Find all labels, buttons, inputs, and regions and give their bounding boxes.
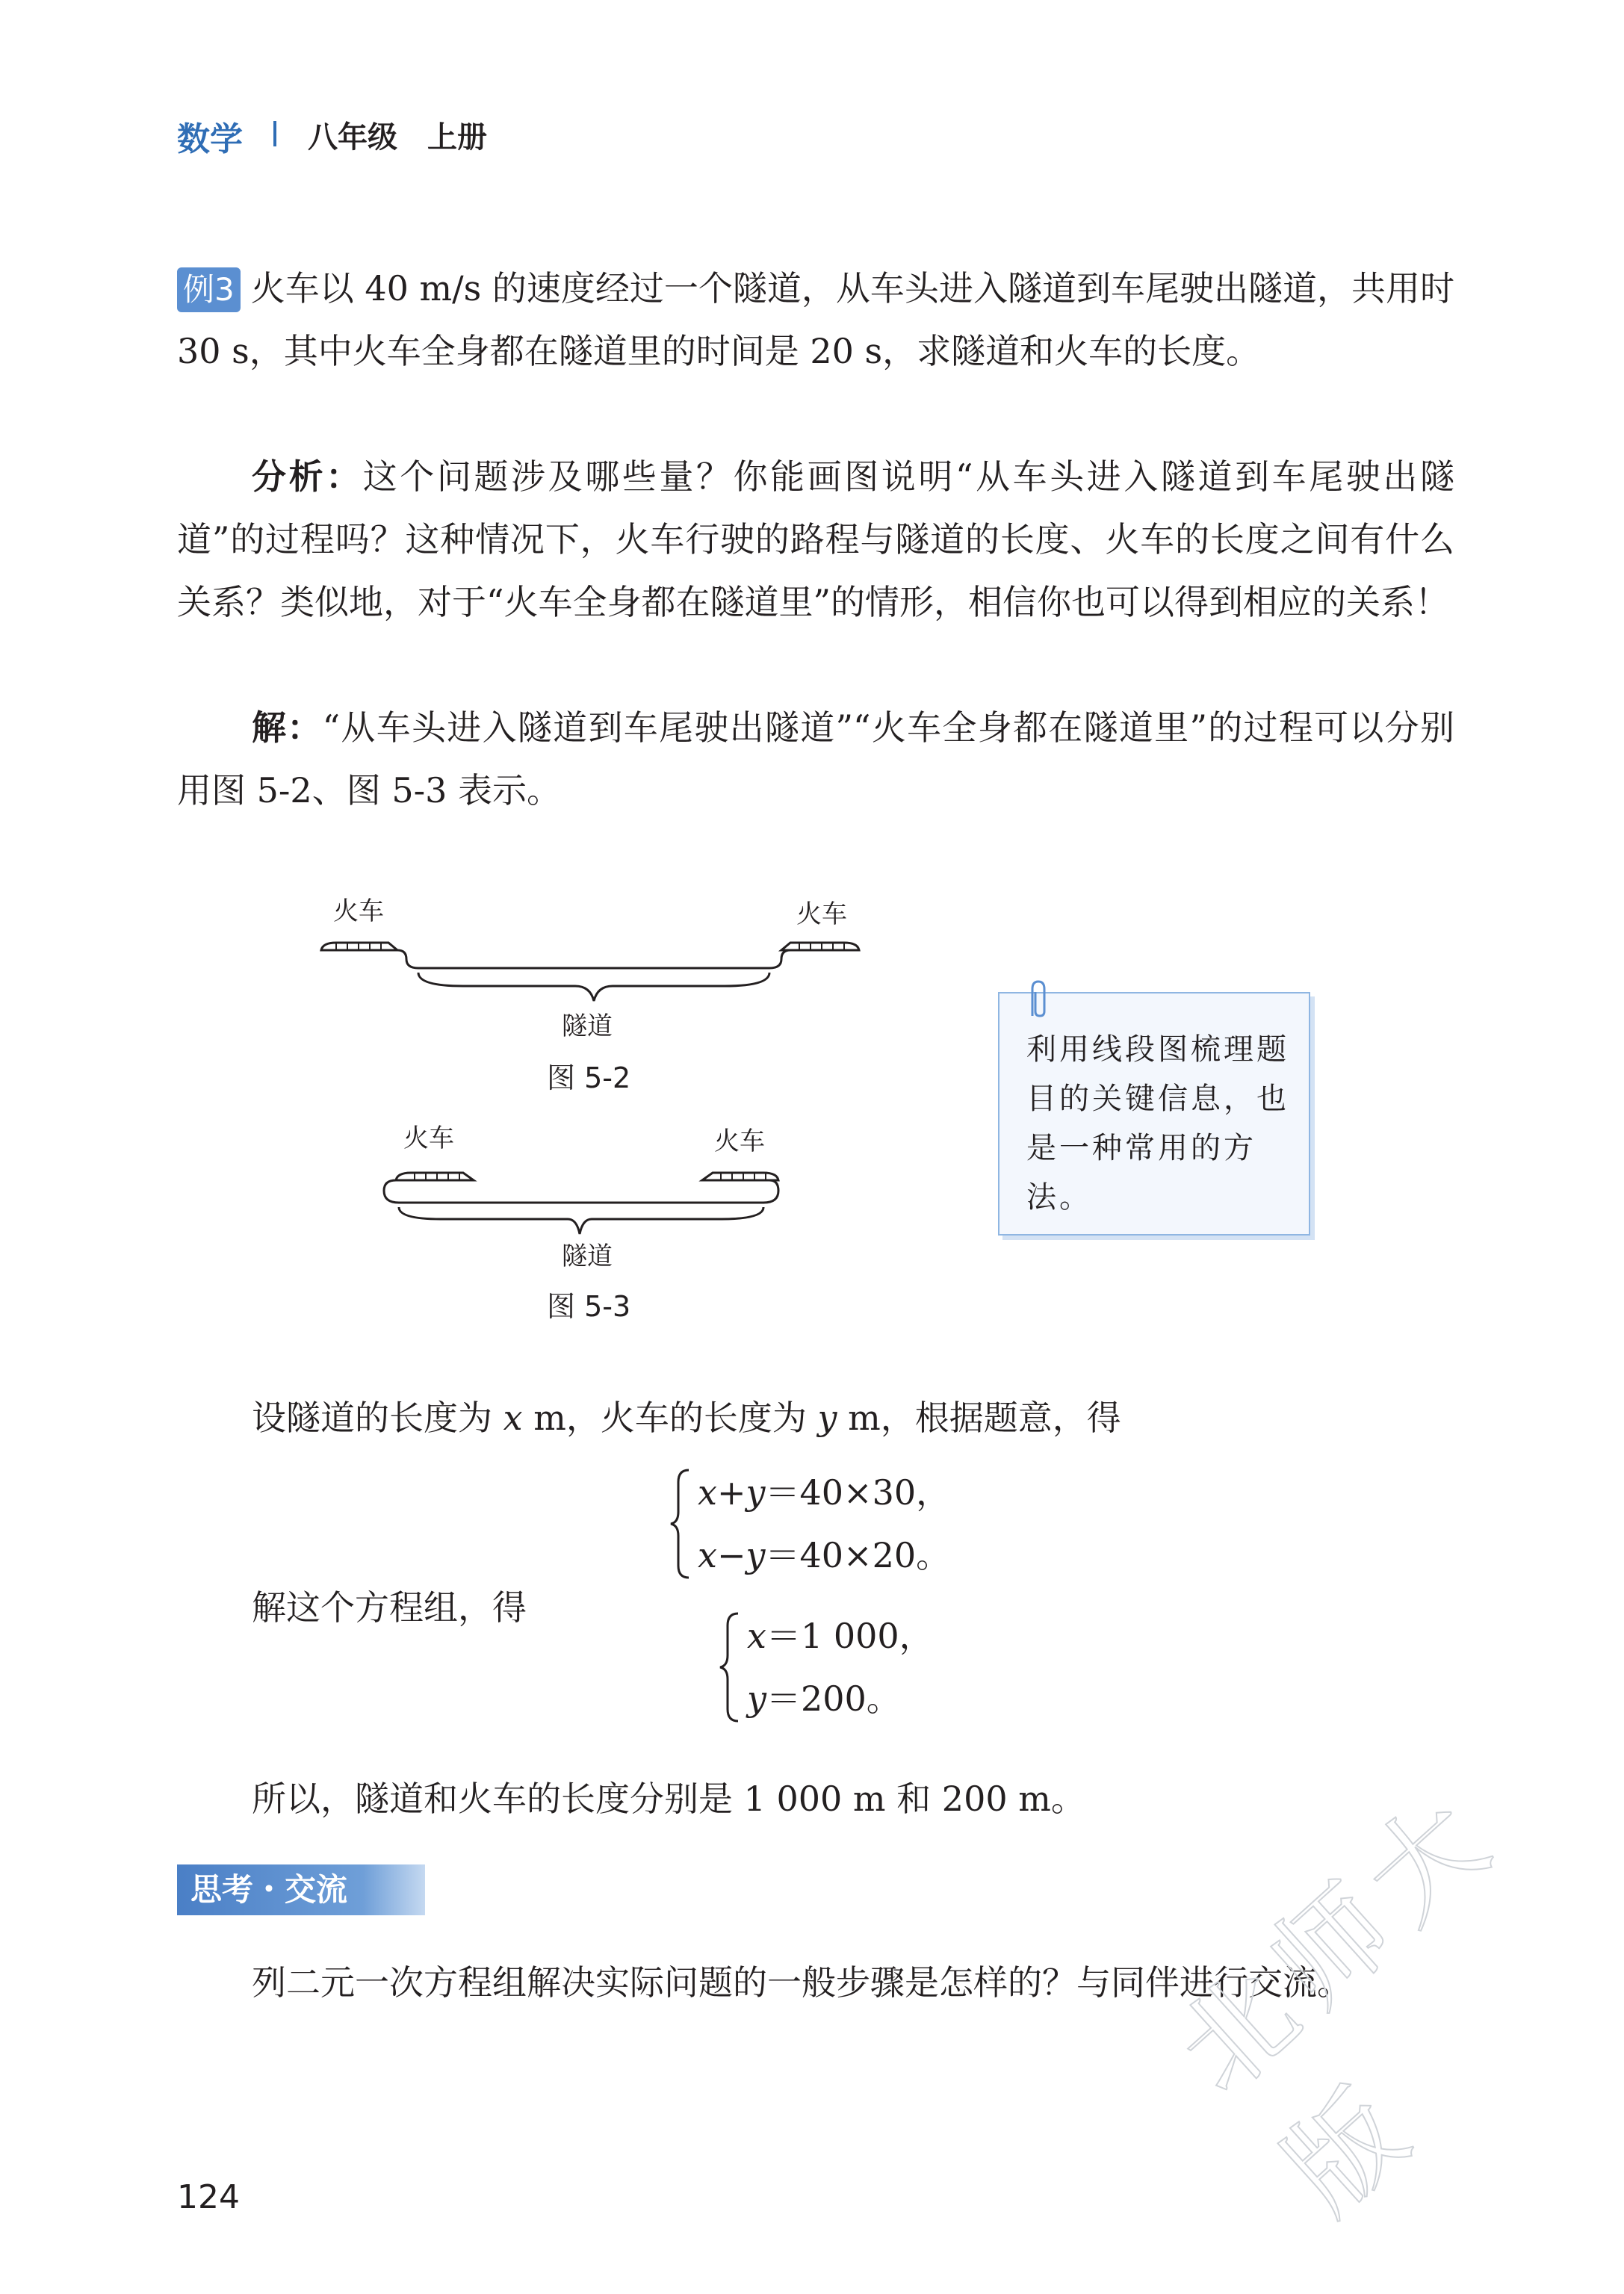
solve-text: 解这个方程组，得 [252, 1587, 527, 1628]
eq2-var-y: y [746, 1535, 766, 1575]
eq2-op: − [716, 1535, 746, 1575]
solution-paragraph [177, 696, 1454, 822]
eq1-var-y: y [746, 1472, 766, 1513]
eq1-var-x: x [698, 1472, 717, 1513]
setup-part-3: m，根据题意，得 [837, 1398, 1121, 1438]
example-paragraph [177, 257, 1454, 382]
subject-title: 数学 [177, 120, 243, 158]
setup-var-x: x [503, 1398, 523, 1438]
fig2-tunnel-line [384, 1180, 778, 1203]
setup-var-y: y [817, 1398, 837, 1438]
analysis-text: 这个问题涉及哪些量？你能画图说明“从车头进入隧道到车尾驶出隧道”的过程吗？这种情况下，火车行驶的路程与隧道的长度、火车的长度之间有什么关系？类似地，对于“火车全身都在隧道里”的情形，相信你也可以得到相应的关系！ [177, 456, 1454, 622]
eq1-op: + [716, 1472, 746, 1513]
fig2-caption: 图 5-3 [547, 1290, 631, 1323]
fig1-brace [418, 973, 769, 1001]
fig2-tunnel-label: 隧道 [562, 1241, 613, 1271]
figure-5-2-diagram [314, 926, 881, 1016]
solution-text: “从车头进入隧道到车尾驶出隧道”“火车全身都在隧道里”的过程可以分别用图 5-2、图 5-3 表示。 [177, 707, 1454, 810]
tip-note-box [998, 992, 1310, 1236]
header-divider [273, 121, 276, 146]
example-tag: 例3 [177, 267, 241, 312]
analysis-paragraph [177, 445, 1454, 633]
fig2-brace [399, 1207, 763, 1234]
setup-part-2: m，火车的长度为 [522, 1398, 818, 1438]
solution-label: 解： [252, 707, 323, 748]
conclusion-text: 所以，隧道和火车的长度分别是 1 000 m 和 200 m。 [252, 1779, 1085, 1819]
eq2-var-x: x [698, 1535, 717, 1575]
solution-var-y: y [747, 1678, 766, 1719]
solution-x-value: ＝1 000， [766, 1616, 934, 1656]
eq1-rhs: ＝40×30， [765, 1472, 951, 1513]
fig2-train-left [396, 1173, 474, 1180]
fig1-caption: 图 5-2 [547, 1061, 631, 1094]
think-banner-label: 思考・交流 [190, 1871, 348, 1908]
paperclip-icon [1025, 979, 1052, 1023]
grade-volume: 八年级 上册 [308, 120, 487, 155]
solution-y-value: ＝200。 [766, 1678, 901, 1719]
system2-equation-2 [747, 1667, 901, 1730]
fig1-tunnel-label: 隧道 [562, 1011, 613, 1041]
figure-5-3-diagram [381, 1150, 799, 1247]
fig1-train-right-label: 火车 [796, 899, 847, 929]
fig2-train-right [702, 1173, 778, 1180]
fig2-train-right-label: 火车 [714, 1126, 765, 1156]
system1-equation-2 [698, 1524, 950, 1587]
solution-var-x: x [747, 1616, 766, 1656]
system2-equation-1 [747, 1605, 934, 1667]
fig1-tunnel-line [397, 950, 790, 968]
fig1-train-left [321, 943, 397, 950]
publisher-watermark: 北师大版 [1153, 1766, 1523, 2238]
system1-brace [669, 1467, 692, 1581]
setup-sentence [252, 1386, 1121, 1449]
fig1-train-left-label: 火车 [333, 896, 384, 926]
example-text: 火车以 40 m/s 的速度经过一个隧道，从车头进入隧道到车尾驶出隧道，共用时 30 s，其中火车全身都在隧道里的时间是 20 s，求隧道和火车的长度。 [177, 268, 1454, 371]
system1-equation-1 [698, 1461, 950, 1524]
system2-brace [719, 1611, 741, 1724]
tip-note-text: 利用线段图梳理题目的关键信息，也是一种常用的方法。 [1026, 1032, 1289, 1215]
setup-part-1: 设隧道的长度为 [252, 1398, 503, 1438]
think-discuss-banner [177, 1864, 425, 1915]
think-question: 列二元一次方程组解决实际问题的一般步骤是怎样的？与同伴进行交流。 [252, 1962, 1351, 2003]
fig1-train-right [781, 943, 859, 950]
page-number: 124 [177, 2178, 240, 2216]
eq2-rhs: ＝40×20。 [765, 1535, 951, 1575]
analysis-label: 分析： [252, 456, 363, 497]
fig2-train-left-label: 火车 [403, 1123, 454, 1153]
